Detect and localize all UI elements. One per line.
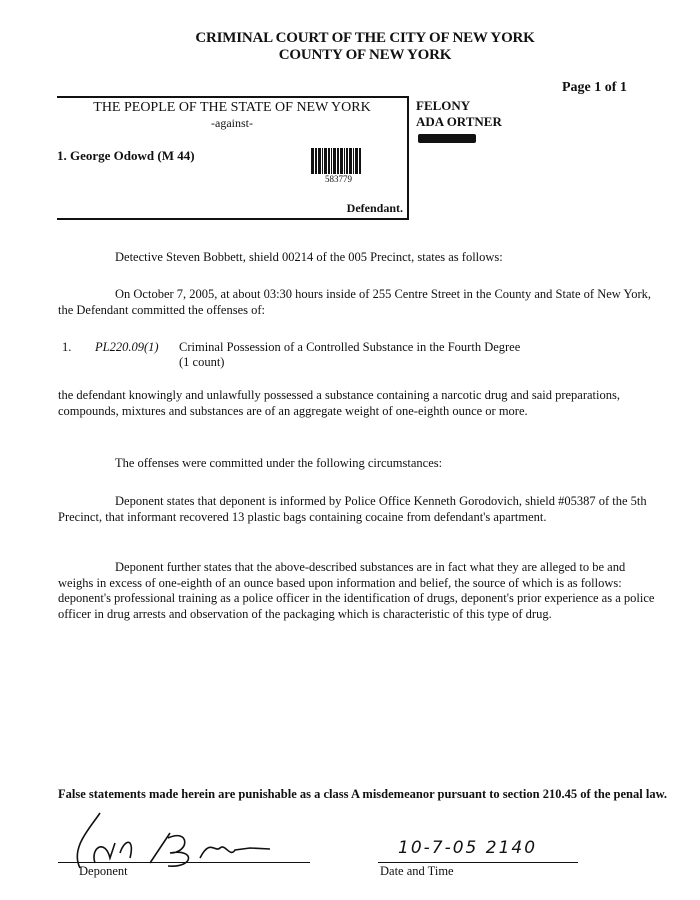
datetime-label: Date and Time <box>380 864 454 878</box>
charge-number: 1. <box>62 340 72 354</box>
handwritten-datetime: 10-7-05 2140 <box>398 838 538 858</box>
circumstances-paragraph-2: Deponent further states that the above-described substances are in fact what they are alleged to be and weighs in excess of one-eighth of an ounce based upon information and belief, the source of which is as follows: deponent's professional training as a police officer in the identification of drugs, deponent's prior experience as a police officer in drug arrests and observation of the packaging which is characteristic of this type of drug. <box>58 560 655 621</box>
charge-title: Criminal Possession of a Controlled Substance in the Fourth Degree <box>179 340 521 354</box>
barcode-icon <box>311 148 363 174</box>
incident-paragraph: On October 7, 2005, at about 03:30 hours inside of 255 Centre Street in the County and State of New York, the Defendant committed the offenses of: <box>58 287 652 317</box>
charge-elements-paragraph: the defendant knowingly and unlawfully possessed a substance containing a narcotic drug and said preparations, compounds, mixtures and substances are of an aggregate weight of one-eighth ounce or more. <box>58 388 620 418</box>
intro-paragraph: Detective Steven Bobbett, shield 00214 of the 005 Precinct, states as follows: <box>115 250 503 264</box>
case-type: FELONY <box>416 98 471 113</box>
plaintiff-name: THE PEOPLE OF THE STATE OF NEW YORK <box>93 100 371 115</box>
deponent-signature-line <box>58 862 310 863</box>
against-label: -against- <box>211 116 253 130</box>
barcode-number: 583779 <box>325 174 352 184</box>
redaction-bar <box>418 134 476 143</box>
charge-count: (1 count) <box>179 355 225 369</box>
datetime-line <box>378 862 578 863</box>
court-heading <box>0 30 700 64</box>
page-number: Page 1 of 1 <box>562 80 627 95</box>
case-caption-box <box>57 96 409 220</box>
charge-code: PL220.09(1) <box>95 340 159 354</box>
deponent-label: Deponent <box>79 864 128 878</box>
court-name: CRIMINAL COURT OF THE CITY OF NEW YORK <box>195 30 535 46</box>
false-statement-warning: False statements made herein are punishable as a class A misdemeanor pursuant to section 210.45 of the penal law. <box>58 787 668 801</box>
defendant-name: 1. George Odowd (M 44) <box>57 148 195 163</box>
ada-name: ADA ORTNER <box>416 114 502 129</box>
circumstances-intro: The offenses were committed under the following circumstances: <box>115 456 443 470</box>
charge-description <box>179 340 520 370</box>
defendant-label: Defendant. <box>346 201 403 215</box>
circumstances-paragraph-1: Deponent states that deponent is informed by Police Office Kenneth Gorodovich, shield #05387 of the 5th Precinct, that informant recovered 13 plastic bags containing cocaine from defendant's apartment. <box>58 494 647 524</box>
case-info <box>416 98 502 130</box>
county-name: COUNTY OF NEW YORK <box>278 47 452 63</box>
